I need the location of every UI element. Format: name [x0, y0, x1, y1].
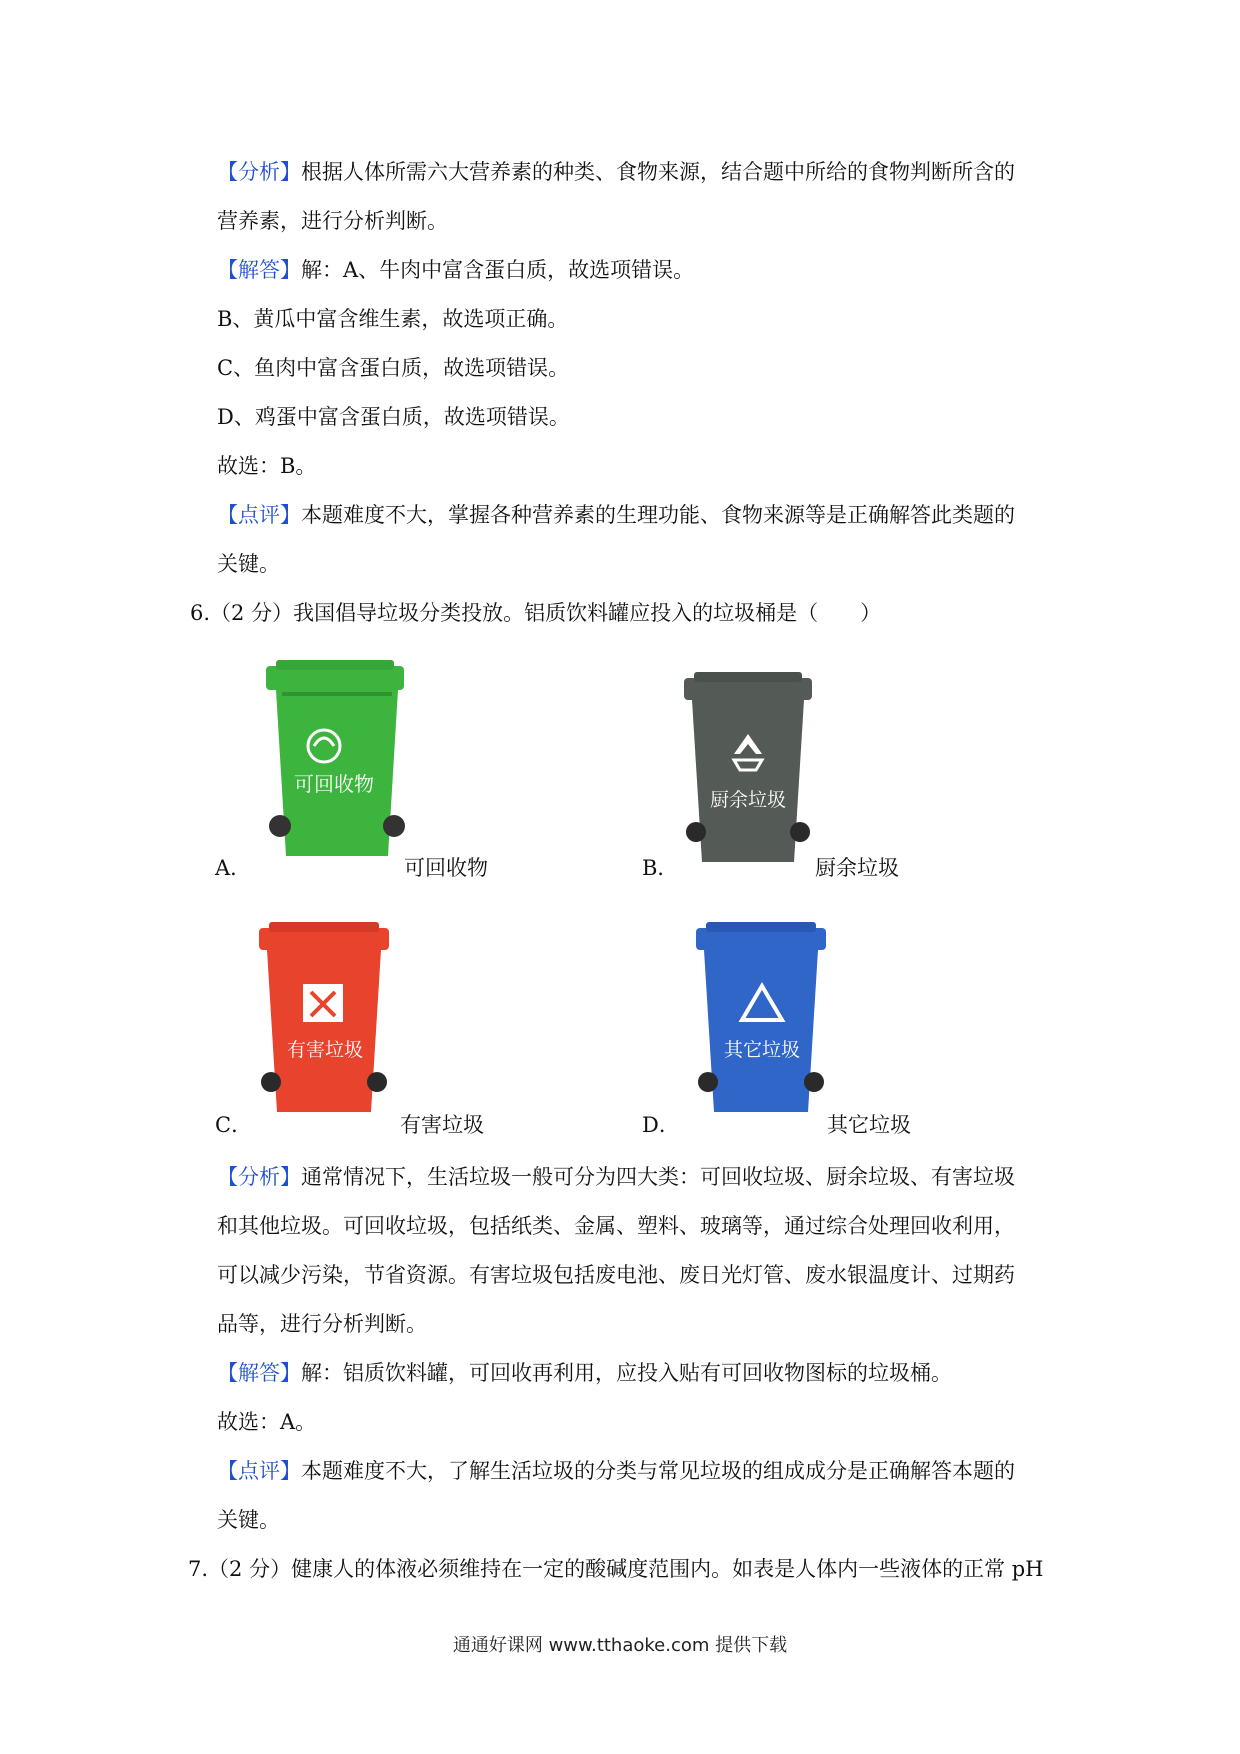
question-6-title: 6.（2 分）我国倡导垃圾分类投放。铝质饮料罐应投入的垃圾桶是（ ）: [190, 601, 882, 625]
bin-label: 其它垃圾: [723, 1039, 801, 1061]
trash-bin-icon: [680, 670, 815, 870]
option-b-label: 厨余垃圾: [815, 856, 899, 880]
analysis-text: 根据人体所需六大营养素的种类、食物来源，结合题中所给的食物判断所含的: [301, 160, 1015, 184]
analysis-line-4: 品等，进行分析判断。: [217, 1312, 427, 1336]
bin-label: 厨余垃圾: [709, 789, 787, 811]
answer-option-d: D、鸡蛋中富含蛋白质，故选项错误。: [217, 405, 570, 429]
analysis-tag: 【分析】: [217, 160, 301, 184]
answer-choice: 故选：A。: [217, 1410, 317, 1434]
bin-label: 有害垃圾: [286, 1039, 364, 1061]
comment-tag: 【点评】: [217, 503, 301, 527]
kitchen-waste-bin-image: [680, 670, 815, 874]
answer-text: 解：A、牛肉中富含蛋白质，故选项错误。: [301, 258, 695, 282]
analysis-text: 通常情况下，生活垃圾一般可分为四大类：可回收垃圾、厨余垃圾、有害垃圾: [301, 1165, 1015, 1189]
question-7-title: 7.（2 分）健康人的体液必须维持在一定的酸碱度范围内。如表是人体内一些液体的正常 pH: [188, 1557, 1044, 1581]
comment-line-1: [217, 1456, 1015, 1486]
hazardous-waste-bin-image: [255, 920, 395, 1124]
recyclable-bin-image: [262, 656, 412, 870]
comment-line-2: 关键。: [217, 1508, 280, 1532]
option-a-letter: A．: [215, 856, 252, 880]
analysis-tag: 【分析】: [217, 1165, 301, 1189]
page-footer: 通通好课网 www.tthaoke.com 提供下载: [452, 1635, 788, 1656]
answer-line: [217, 255, 694, 285]
answer-text: 解：铝质饮料罐，可回收再利用，应投入贴有可回收物图标的垃圾桶。: [301, 1361, 952, 1385]
answer-line: [217, 1358, 952, 1388]
answer-option-c: C、鱼肉中富含蛋白质，故选项错误。: [217, 356, 570, 380]
comment-text: 本题难度不大，掌握各种营养素的生理功能、食物来源等是正确解答此类题的: [301, 503, 1015, 527]
analysis-line-1: [217, 157, 1015, 187]
analysis-line-1: [217, 1162, 1015, 1192]
answer-tag: 【解答】: [217, 1361, 301, 1385]
answer-tag: 【解答】: [217, 258, 301, 282]
bin-label: 可回收物: [294, 772, 374, 796]
option-d-label: 其它垃圾: [827, 1113, 911, 1137]
trash-bin-icon: [255, 920, 395, 1120]
analysis-line-2: 营养素，进行分析判断。: [217, 209, 448, 233]
other-waste-bin-image: [692, 920, 832, 1124]
comment-tag: 【点评】: [217, 1459, 301, 1483]
option-a-label: 可回收物: [404, 856, 488, 880]
option-c-letter: C．: [215, 1113, 253, 1137]
analysis-line-2: 和其他垃圾。可回收垃圾，包括纸类、金属、塑料、玻璃等，通过综合处理回收利用，: [217, 1214, 1015, 1238]
trash-bin-icon: [262, 656, 412, 866]
option-c-label: 有害垃圾: [400, 1113, 484, 1137]
option-d-letter: D．: [642, 1113, 680, 1137]
option-b-letter: B．: [642, 856, 679, 880]
comment-line-2: 关键。: [217, 552, 280, 576]
analysis-line-3: 可以减少污染，节省资源。有害垃圾包括废电池、废日光灯管、废水银温度计、过期药: [217, 1263, 1015, 1287]
comment-text: 本题难度不大，了解生活垃圾的分类与常见垃圾的组成成分是正确解答本题的: [301, 1459, 1015, 1483]
answer-choice: 故选：B。: [217, 454, 317, 478]
comment-line-1: [217, 500, 1015, 530]
answer-option-b: B、黄瓜中富含维生素，故选项正确。: [217, 307, 569, 331]
trash-bin-icon: [692, 920, 832, 1120]
